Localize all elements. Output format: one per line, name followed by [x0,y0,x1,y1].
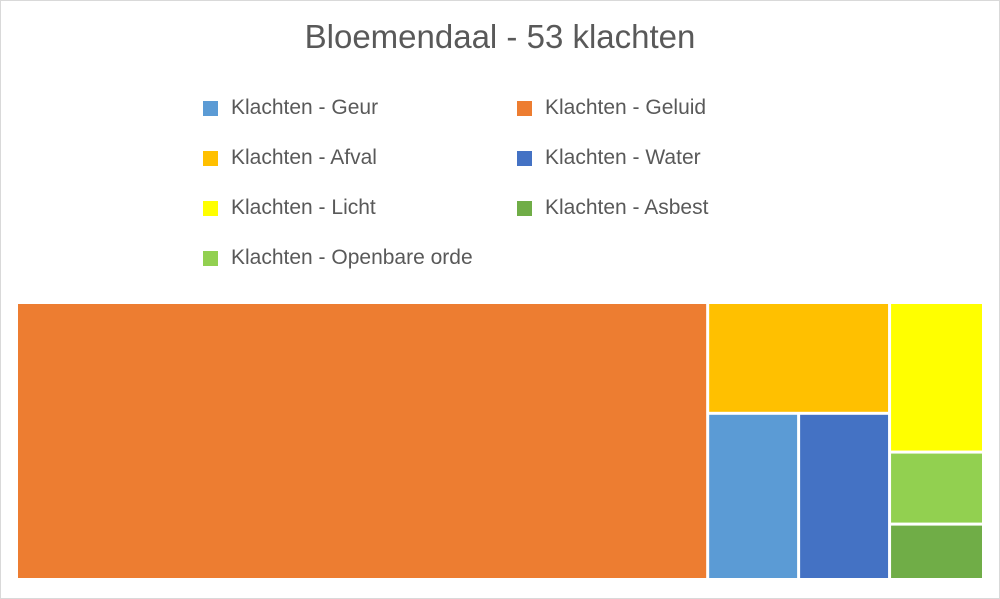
legend-item-asbest [517,195,708,221]
legend-label-asbest: Klachten - Asbest [545,196,709,219]
legend-label-afval: Klachten - Afval [231,146,377,169]
legend-swatch-afval [203,151,218,166]
legend-swatch-geur [203,101,218,116]
legend-item-geluid [517,95,706,121]
legend-item-geur [203,95,378,121]
legend-item-water [517,145,701,171]
legend-item-openbare-orde [203,245,473,271]
chart-title: Bloemendaal - 53 klachten [304,18,696,55]
legend-item-licht [203,195,376,221]
legend-label-licht: Klachten - Licht [231,196,376,219]
legend-swatch-water [517,151,532,166]
legend-label-geur: Klachten - Geur [231,96,379,119]
legend-label-water: Klachten - Water [545,146,701,169]
legend-swatch-geluid [517,101,532,116]
legend-label-geluid: Klachten - Geluid [545,96,707,119]
legend-swatch-asbest [517,201,532,216]
legend-swatch-openbare-orde [203,251,218,266]
legend-swatch-licht [203,201,218,216]
legend-item-afval [203,145,377,171]
legend-label-openbare-orde: Klachten - Openbare orde [231,246,473,269]
